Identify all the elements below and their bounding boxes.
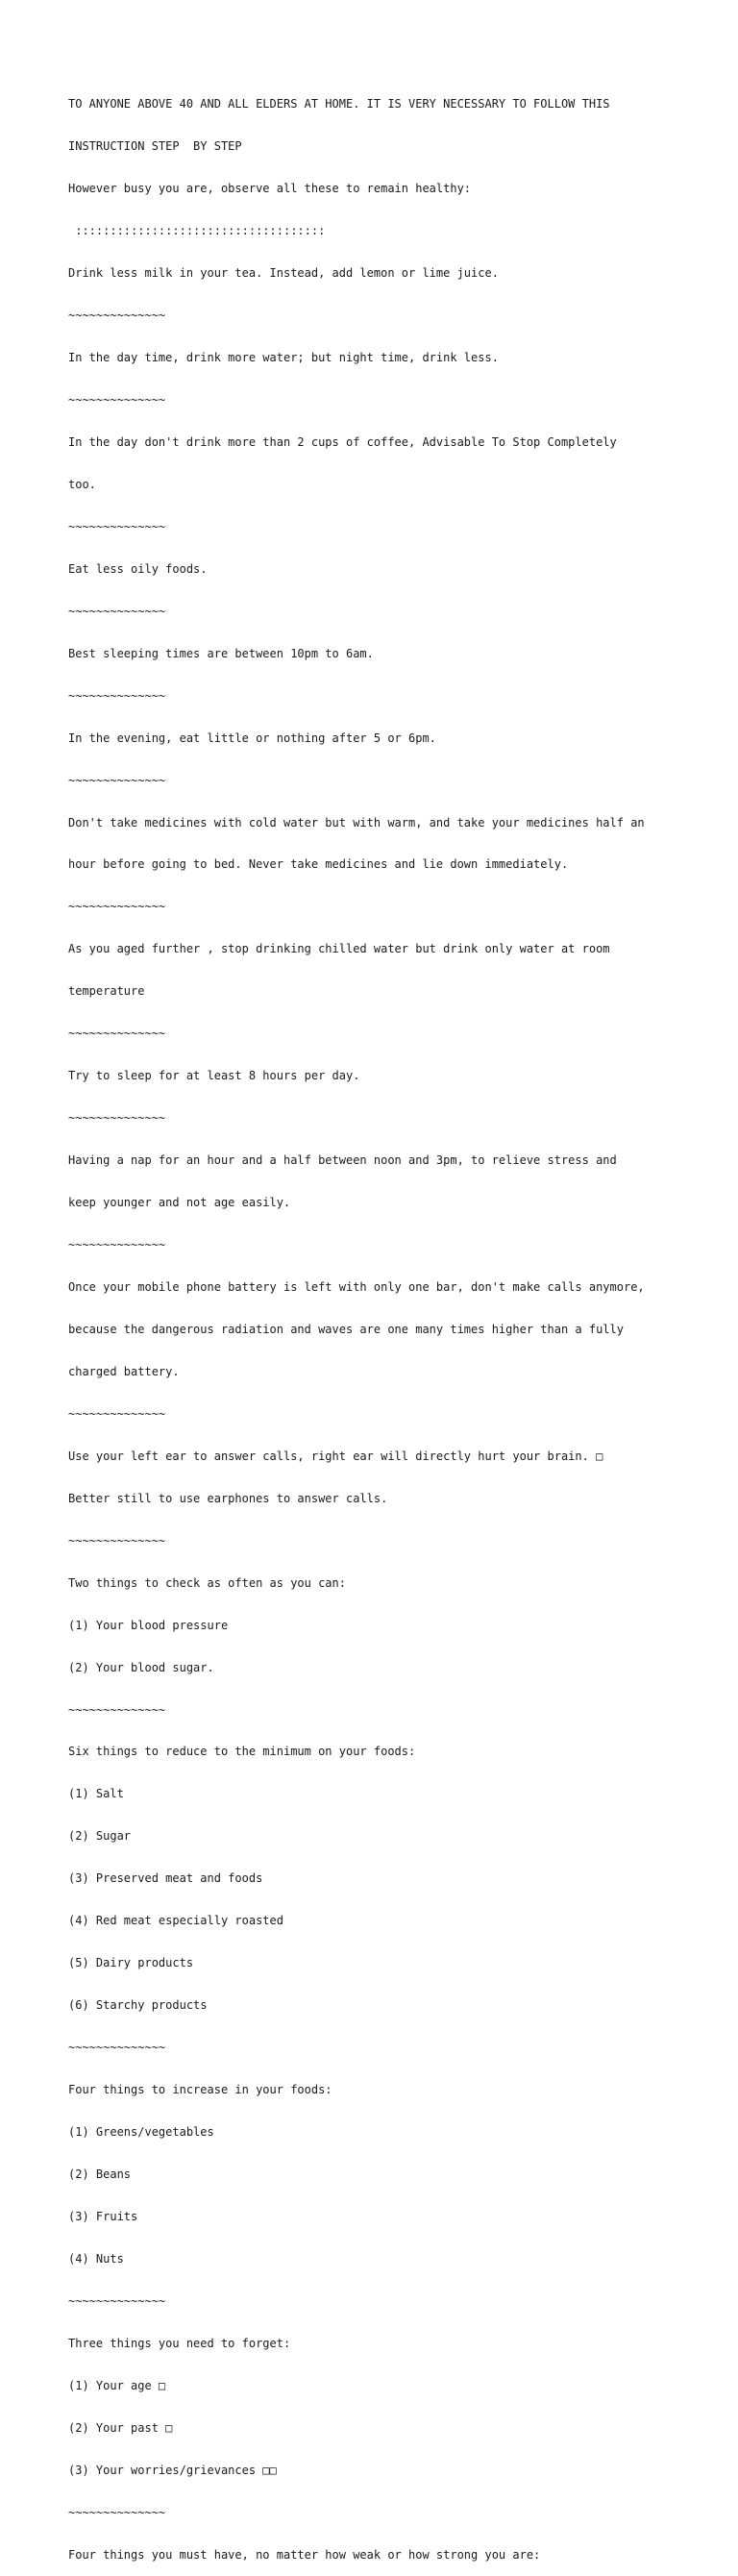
doc-line: ~~~~~~~~~~~~~~ (68, 1111, 166, 1126)
doc-line: Three things you need to forget: (68, 2336, 291, 2350)
doc-line: Two things to check as often as you can: (68, 1575, 346, 1590)
doc-line: Four things you must have, no matter how weak or how strong you are: (68, 2547, 541, 2562)
doc-line: (4) Nuts (68, 2251, 124, 2266)
doc-line: :::::::::::::::::::::::::::::::::::: (68, 224, 326, 238)
doc-line: too. (68, 477, 96, 491)
doc-line: (1) Salt (68, 1787, 124, 1801)
doc-line: because the dangerous radiation and waves are one many times higher than a fully (68, 1322, 624, 1336)
doc-line: Drink less milk in your tea. Instead, add lemon or lime juice. (68, 266, 499, 281)
doc-line: (3) Your worries/grievances □□ (68, 2463, 277, 2477)
doc-line: In the day don't drink more than 2 cups of coffee, Advisable To Stop Completely (68, 434, 617, 449)
doc-line: ~~~~~~~~~~~~~~ (68, 900, 166, 914)
doc-line: Six things to reduce to the minimum on your foods: (68, 1745, 416, 1759)
doc-line: (3) Preserved meat and foods (68, 1871, 263, 1886)
doc-line: (3) Fruits (68, 2209, 138, 2223)
doc-line: In the day time, drink more water; but night time, drink less. (68, 351, 499, 365)
doc-line: Better still to use earphones to answer calls. (68, 1491, 388, 1505)
doc-line: Four things to increase in your foods: (68, 2083, 332, 2097)
document-body (68, 69, 683, 2576)
doc-line: ~~~~~~~~~~~~~~ (68, 604, 166, 618)
doc-line: keep younger and not age easily. (68, 1196, 291, 1210)
doc-line: charged battery. (68, 1364, 180, 1378)
doc-line: INSTRUCTION STEP BY STEP (68, 139, 242, 154)
doc-line: Use your left ear to answer calls, right ear will directly hurt your brain. □ (68, 1449, 603, 1463)
doc-line: (2) Beans (68, 2167, 132, 2182)
doc-line: ~~~~~~~~~~~~~~ (68, 1406, 166, 1421)
doc-line: ~~~~~~~~~~~~~~ (68, 519, 166, 533)
doc-line: temperature (68, 984, 145, 999)
doc-line: (6) Starchy products (68, 1998, 208, 2013)
doc-line: ~~~~~~~~~~~~~~ (68, 1027, 166, 1041)
doc-line: ~~~~~~~~~~~~~~ (68, 2041, 166, 2055)
doc-line: ~~~~~~~~~~~~~~ (68, 1238, 166, 1252)
doc-line: However busy you are, observe all these to remain healthy: (68, 182, 472, 196)
doc-line: (1) Your blood pressure (68, 1618, 229, 1632)
doc-line: ~~~~~~~~~~~~~~ (68, 773, 166, 787)
doc-line: (1) Greens/vegetables (68, 2125, 214, 2140)
doc-line: Having a nap for an hour and a half between noon and 3pm, to relieve stress and (68, 1153, 617, 1168)
doc-line: (2) Your past □ (68, 2420, 173, 2435)
doc-line: Best sleeping times are between 10pm to 6am. (68, 646, 374, 660)
doc-line: ~~~~~~~~~~~~~~ (68, 1533, 166, 1548)
doc-line: (1) Your age □ (68, 2378, 166, 2392)
doc-line: ~~~~~~~~~~~~~~ (68, 2505, 166, 2519)
doc-line: ~~~~~~~~~~~~~~ (68, 2293, 166, 2308)
doc-line: TO ANYONE ABOVE 40 AND ALL ELDERS AT HOME. IT IS VERY NECESSARY TO FOLLOW THIS (68, 97, 610, 111)
doc-line: hour before going to bed. Never take medicines and lie down immediately. (68, 857, 569, 872)
doc-line: As you aged further , stop drinking chilled water but drink only water at room (68, 942, 610, 956)
doc-line: ~~~~~~~~~~~~~~ (68, 309, 166, 323)
doc-line: (5) Dairy products (68, 1956, 194, 1970)
doc-line: Try to sleep for at least 8 hours per day. (68, 1069, 360, 1083)
doc-line: ~~~~~~~~~~~~~~ (68, 392, 166, 407)
doc-line: (4) Red meat especially roasted (68, 1914, 283, 1928)
doc-line: (2) Your blood sugar. (68, 1660, 214, 1674)
doc-line: Don't take medicines with cold water but with warm, and take your medicines half an (68, 815, 645, 830)
doc-line: In the evening, eat little or nothing after 5 or 6pm. (68, 731, 436, 745)
doc-line: ~~~~~~~~~~~~~~ (68, 688, 166, 703)
doc-line: Once your mobile phone battery is left with only one bar, don't make calls anymore, (68, 1280, 645, 1294)
doc-line: (2) Sugar (68, 1829, 132, 1844)
doc-line: ~~~~~~~~~~~~~~ (68, 1702, 166, 1717)
doc-line: Eat less oily foods. (68, 561, 208, 576)
